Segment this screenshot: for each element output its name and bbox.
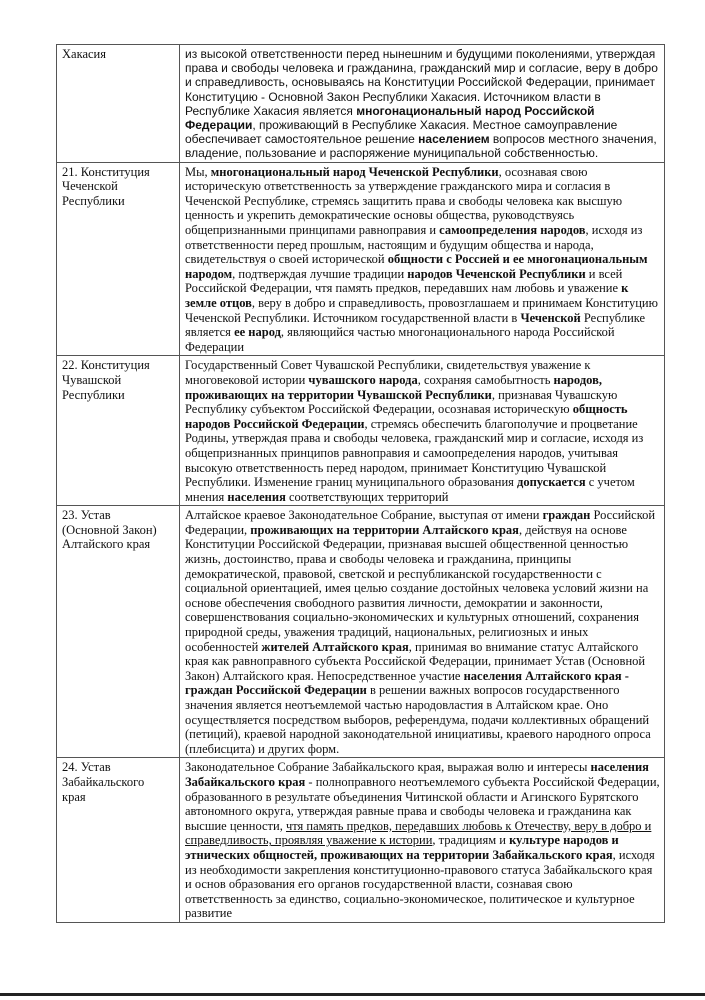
- text-run: вопросов местного значения, владение, пользование и распоряжение муниципальной собственностью.: [185, 132, 657, 161]
- row-name-cell: 22. Конституция Чувашской Республики: [57, 356, 180, 506]
- bold-text-run: граждан: [542, 508, 591, 523]
- table-row: [57, 758, 665, 923]
- table-row: [57, 162, 665, 356]
- text-run: с учетом мнения: [185, 475, 635, 504]
- text-run: , исходя из ответственности перед прошлым, настоящим и будущим общества и народа, свидетельствуя о своей исторической: [185, 223, 643, 267]
- text-run: Российской Федерации,: [185, 508, 656, 537]
- bold-text-run: чувашского народа: [308, 372, 418, 387]
- text-run: , традициям и: [432, 833, 510, 848]
- text-run: , подтверждая лучшие традиции: [232, 266, 408, 281]
- table-row: [57, 506, 665, 758]
- text-run: , стремясь обеспечить благополучие и процветание Родины, утверждая права и свободы человека, гражданский мир и согласие, исходя из общепризнанных принципов равноправия и самоопределения народов, учитывая высокую ответственность перед народом, принимает Конституцию Чувашской Республики. Изменение границ муниципального образования: [185, 416, 644, 490]
- text-run: и всей Российской Федерации, чтя память предков, передавших нам любовь и уважение: [185, 266, 623, 296]
- text-run: , проживающий в Республике Хакасия. Местное самоуправление обеспечивает самостоятельное решение: [185, 118, 618, 147]
- bold-text-run: населением: [418, 132, 490, 147]
- row-text-cell: [180, 758, 665, 923]
- text-run: Республике является: [185, 310, 646, 340]
- bold-text-run: общность народов Российской Федерации: [185, 402, 628, 431]
- bold-text-run: самоопределения народов: [439, 223, 586, 237]
- text-run: - полноправного неотъемлемого субъекта Российской Федерации, образованного в результате объединения Читинской области и Агинского Бурятского автономного округа, утверждая равные права и свободы человека и гражданина как высшие ценности,: [185, 774, 660, 833]
- text-run: Законодательное Собрание Забайкальского края, выражая волю и интересы: [185, 760, 591, 775]
- text-run: , веру в добро и справедливость, провозглашаем и принимаем Конституцию Чеченской Республики. Источником государственной власти в: [185, 295, 658, 325]
- text-run: Алтайское краевое Законодательное Собрание, выступая от имени: [185, 508, 543, 523]
- bold-text-run: жителей Алтайского края: [261, 639, 409, 654]
- constitutions-table: [56, 44, 665, 923]
- bold-text-run: населения Забайкальского края: [185, 760, 649, 789]
- bold-text-run: населения Алтайского края - граждан Российской Федерации: [185, 668, 629, 698]
- row-name-cell: Хакасия: [57, 45, 180, 163]
- text-run: в решении важных вопросов государственного значения является неотъемлемой частью народовластия в Алтайском крае. Оно осуществляется посредством выборов, референдума, подачи коллективных обращений (петиций), краевой народной законодательной инициативы, краевого народного опроса (плебисцита) и других форм.: [185, 683, 651, 756]
- text-run: , исходя из необходимости закрепления конституционно-правового статуса Забайкальского края и основ образования его органов государственной власти, сознавая свою ответственность за единство, социально-экономическое, политическое и культурное развитие: [185, 847, 655, 921]
- row-name-cell: 23. Устав (Основной Закон) Алтайского края: [57, 506, 180, 758]
- page-bottom-rule: [0, 993, 705, 996]
- bold-text-run: многонациональный народ Чеченской Республики: [210, 164, 499, 179]
- underlined-text-run: чтя память предков, передавших любовь к Отечеству, веру в добро и справедливость, проявляя уважение к истории: [185, 818, 652, 848]
- bold-text-run: общности с Россией и ее многонациональным народом: [185, 252, 648, 281]
- text-run: , сохраняя самобытность: [417, 372, 554, 387]
- bold-text-run: многонациональный народ Российской Федерации: [185, 103, 595, 133]
- row-text-cell: [180, 162, 665, 356]
- row-name-cell: 24. Устав Забайкальского края: [57, 758, 180, 923]
- bold-text-run: народов Чеченской Республики: [407, 266, 586, 281]
- row-text-cell: [180, 45, 665, 163]
- row-text-cell: [180, 506, 665, 758]
- bold-text-run: к земле отцов: [185, 281, 629, 310]
- text-run: соответствующих территорий: [285, 489, 449, 504]
- bold-text-run: народов, проживающих на территории Чувашской Республики: [185, 372, 602, 402]
- text-run: , действуя на основе Конституции Российской Федерации, признавая высшей общественной ценностью жизнь, достоинство, права и свободы человека и гражданина, принципы демократической, правовой, светской и республиканской государственности с социальной ориентацией, имея целью создание достойных человека условий жизни на основе обеспечения свободного развития личности, демократии и законности, совершенствования социально-экономических и культурных отношений, сохранения природной среды, уважения традиций, национальных, религиозных и иных особенностей: [185, 522, 649, 654]
- bold-text-run: ее народ: [234, 325, 281, 340]
- bold-text-run: населения: [227, 489, 286, 504]
- text-run: , осознавая свою историческую ответственность за утверждение гражданского мира и согласия в Чеченской Республике, стремясь защитить права и свободы человека как высшую ценность и укрепить демократические основы общества, руководствуясь общепризнанными принципами равноправия и: [185, 164, 623, 237]
- text-run: Государственный Совет Чувашской Республики, свидетельствуя уважение к многовековой истории: [185, 358, 591, 387]
- text-run: , признавая Чувашскую Республику субъектом Российской Федерации, осознавая историческую: [185, 387, 618, 417]
- text-run: Мы,: [185, 164, 211, 179]
- row-name-cell: 21. Конституция Чеченской Республики: [57, 162, 180, 356]
- text-run: , являющийся частью многонационального народа Российской Федерации: [185, 325, 615, 354]
- text-run: , принимая во внимание статус Алтайского края как равноправного субъекта Российской Федерации, принимает Устав (Основной Закон) Алтайского края. Непосредственное участие: [185, 639, 646, 683]
- text-run: из высокой ответственности перед нынешним и будущими поколениями, утверждая права и свободы человека и гражданина, гражданский мир и согласие, веру в добро и справедливость, основываясь на Конституции Российской Федерации, принимает Конституцию - Основной Закон Республики Хакасия. Источником власти в Республике Хакасия является: [185, 47, 658, 118]
- bold-text-run: Чеченской: [520, 310, 581, 325]
- bold-text-run: допускается: [517, 475, 586, 490]
- bold-text-run: культуре народов и этнических общностей, проживающих на территории Забайкальского края: [185, 833, 619, 862]
- row-text-cell: [180, 356, 665, 506]
- table-row: [57, 45, 665, 163]
- bold-text-run: проживающих на территории Алтайского края: [250, 522, 519, 537]
- table-row: [57, 356, 665, 506]
